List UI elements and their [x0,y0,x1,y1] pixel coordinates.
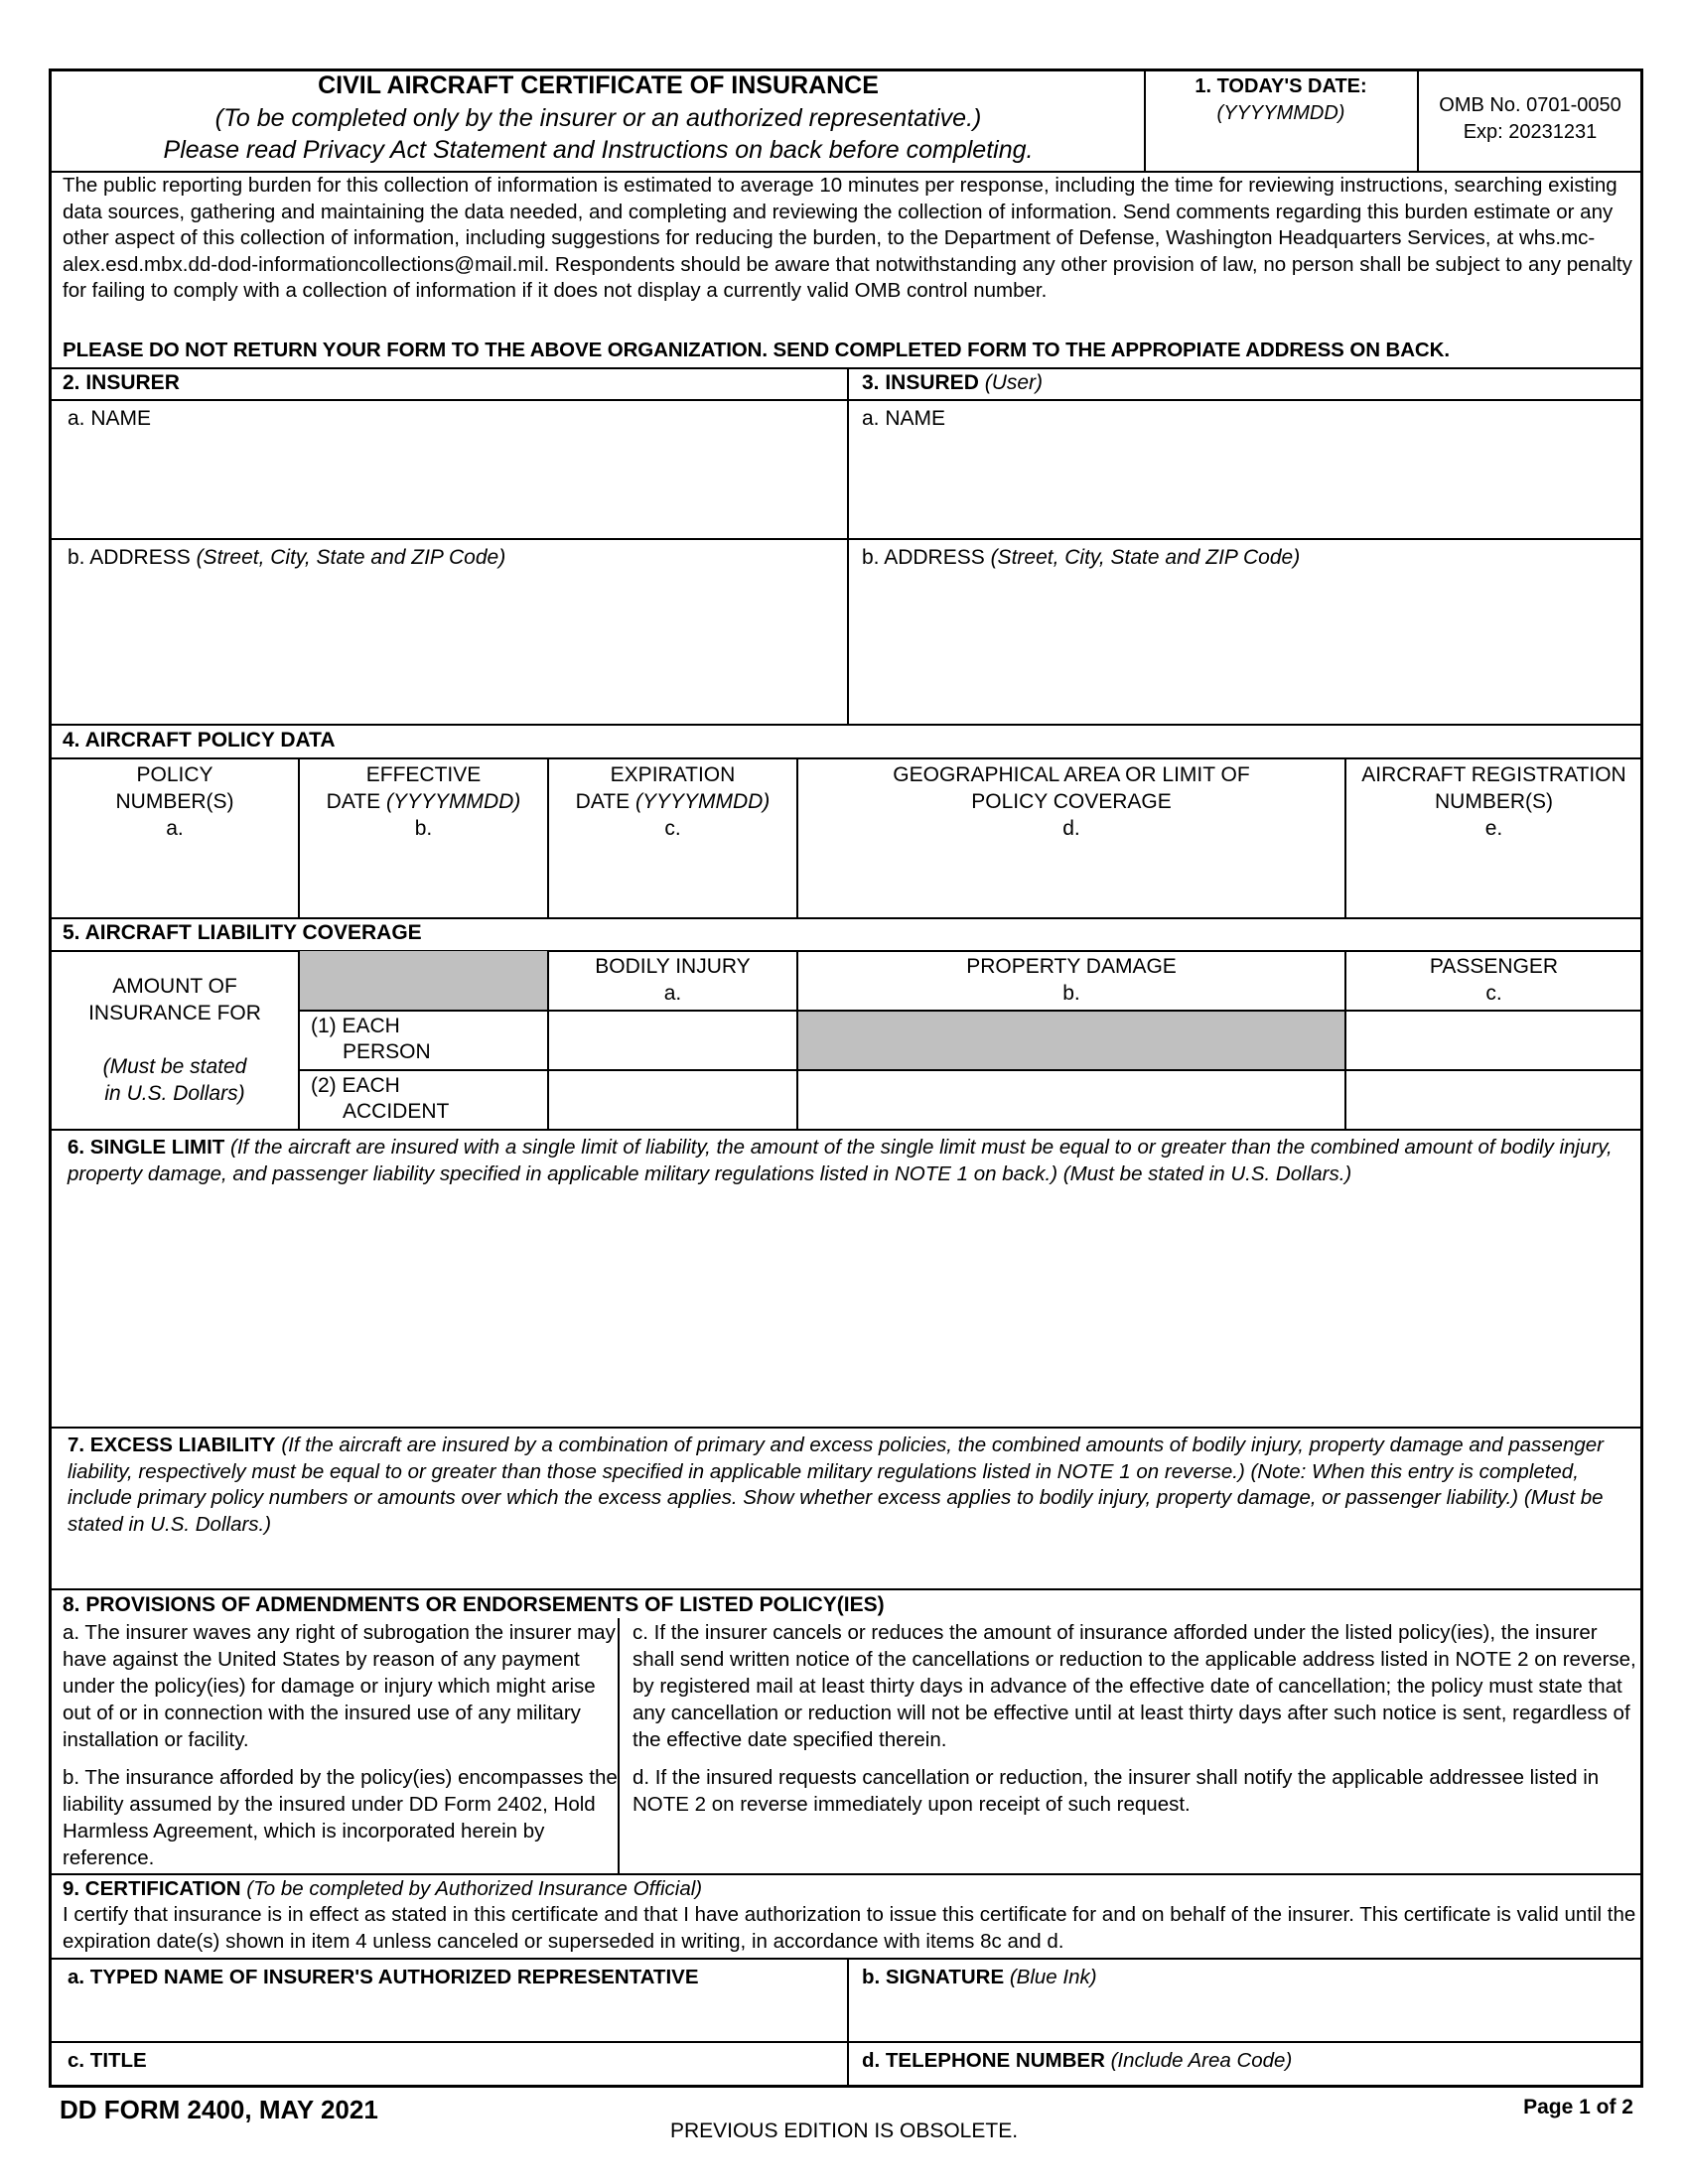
divider [50,757,1643,759]
col-registration-line1: AIRCRAFT REGISTRATION [1361,763,1626,786]
signature-label: b. SIGNATURE (Blue Ink) [862,1966,1097,1988]
amount-hint-line1: (Must be stated [102,1055,247,1078]
each-person-label: (1) EACH [311,1015,400,1037]
divider [50,917,1643,919]
col-registration-letter: e. [1484,817,1503,840]
col-effective-letter: b. [414,817,433,840]
insured-name-input[interactable] [856,433,1634,536]
bodily-injury-header: BODILY INJURY [595,955,751,978]
provision-c: c. If the insurer cancels or reduces the amount of insurance afforded under the listed policy(ies), the insurer shall send written notice of the cancellations or reduction to the applicable address listed in NOTE 2 on reverse, by registered mail at least thirty days in advance of the effective date of cancellation; the policy must state that any cancellation or reduction will not be effective until at least thirty days after such notice is sent, regardless of the effective date specified therein. [633,1621,1636,1751]
policy-data-heading: 4. AIRCRAFT POLICY DATA [63,729,336,751]
col-expiration-line1: EXPIRATION [610,763,736,786]
col-registration-line2: NUMBER(S) [1435,790,1553,813]
property-damage-letter: b. [1062,982,1080,1005]
passenger-each-person-input[interactable] [1348,1015,1642,1068]
omb-number: OMB No. 0701-0050 [1439,94,1621,116]
col-effective-line2: DATE (YYYYMMDD) [326,790,521,813]
col-expiration-letter: c. [664,817,681,840]
col-geo-area-line2: POLICY COVERAGE [971,790,1172,813]
col-geo-area-line1: GEOGRAPHICAL AREA OR LIMIT OF [893,763,1250,786]
divider [298,1010,1643,1012]
typed-name-label: a. TYPED NAME OF INSURER'S AUTHORIZED REPRESENTATIVE [68,1966,699,1988]
divider [847,367,849,725]
each-accident-label: (2) EACH [311,1074,400,1097]
passenger-header: PASSENGER [1429,955,1559,978]
certification-heading: 9. CERTIFICATION (To be completed by Authorized Insurance Official) [63,1877,703,1900]
col-geo-area-letter: d. [1062,817,1080,840]
col-effective-line1: EFFECTIVE [365,763,482,786]
expiration-date-input[interactable] [553,846,796,913]
form-title: CIVIL AIRCRAFT CERTIFICATE OF INSURANCE [318,71,879,99]
divider [50,538,1643,540]
divider [50,724,1643,726]
page-number: Page 1 of 2 [1523,2096,1633,2118]
title-input[interactable] [159,2047,843,2083]
col-expiration-line2: DATE (YYYYMMDD) [575,790,771,813]
registration-number-input[interactable] [1350,846,1642,913]
certification-statement: I certify that insurance is in effect as stated in this certificate and that I have authorization to issue this certificate for and on behalf of the insurer. This certificate is valid until the expiration date(s) shown in item 4 unless canceled or superseded in writing, in accordance with items 8c and d. [63,1903,1636,1953]
bodily-injury-each-accident-input[interactable] [552,1074,796,1128]
form-instructions: Please read Privacy Act Statement and Instructions on back before completing. [163,136,1034,164]
effective-date-input[interactable] [304,846,547,913]
obsolete-notice: PREVIOUS EDITION IS OBSOLETE. [669,2119,1019,2142]
telephone-label: d. TELEPHONE NUMBER (Include Area Code) [862,2049,1293,2072]
excess-liability-section: 7. EXCESS LIABILITY (If the aircraft are insured by a combination of primary and excess policies, the combined amounts of bodily injury, property damage and passenger liability, respectively must be equal to or greater than those specified in applicable military regulations listed in NOTE 1 on reverse.) (Note: When this entry is completed, include primary policy numbers or amounts over which the excess applies. Show whether excess applies to bodily injury, property damage, or passenger liability.) (Must be stated in U.S. Dollars.) [68,1433,1604,1536]
divider [847,1958,849,2088]
shaded-cell [299,951,547,1010]
passenger-each-accident-input[interactable] [1348,1074,1642,1128]
provision-a: a. The insurer waves any right of subrogation the insurer may have against the United States by reason of any payment under the policy(ies) for damage or injury which might arise out of or in connection with the insured use of any military installation or facility. [63,1621,616,1751]
single-limit-input[interactable] [62,1191,1639,1424]
property-damage-header: PROPERTY DAMAGE [966,955,1177,978]
divider [50,1873,1643,1875]
insurer-name-input[interactable] [62,433,840,536]
provisions-heading: 8. PROVISIONS OF ADMENDMENTS OR ENDORSEMENTS OF LISTED POLICY(IES) [63,1593,885,1616]
bodily-injury-letter: a. [663,982,682,1005]
date-format-hint: (YYYYMMDD) [1216,102,1345,124]
geographical-area-input[interactable] [802,846,1344,913]
passenger-letter: c. [1485,982,1502,1005]
single-limit-section: 6. SINGLE LIMIT (If the aircraft are insured with a single limit of liability, the amount of the single limit must be equal to or greater than the combined amount of bodily injury, property damage, and passenger liability specified in applicable military regulations listed in NOTE 1 on back.) (Must be stated in U.S. Dollars.) [68,1136,1613,1185]
liability-heading: 5. AIRCRAFT LIABILITY COVERAGE [63,921,422,944]
divider [50,1129,1643,1131]
each-person-label-2: PERSON [343,1040,431,1063]
divider [50,2041,1643,2043]
divider [298,1069,1643,1071]
form-subtitle: (To be completed only by the insurer or an authorized representative.) [214,104,982,132]
insurer-address-input[interactable] [62,574,840,722]
bodily-injury-each-person-input[interactable] [552,1015,796,1068]
insurer-heading: 2. INSURER [63,371,180,394]
divider [50,1588,1643,1590]
excess-liability-input[interactable] [62,1541,1639,1588]
todays-date-label: 1. TODAY'S DATE: [1195,75,1367,97]
omb-expiration: Exp: 20231231 [1463,121,1598,143]
burden-statement: The public reporting burden for this collection of information is estimated to average 10 minutes per response, including the time for reviewing instructions, searching existing data sources, gathering and maintaining the data needed, and completing and reviewing the collection of information. Send comments regarding this burden estimate or any other aspect of this collection of information, including suggestions for reducing the burden, to the Department of Defense, Washington Headquarters Services, at whs.mc-alex.esd.mbx.dd-dod-informationcollections@mail.mil. Respondents should be aware that notwithstanding any other provision of law, no person shall be subject to any penalty for failing to comply with a collection of information if it does not display a currently valid OMB control number. [63,174,1632,302]
divider [50,950,1643,952]
property-damage-each-accident-input[interactable] [801,1074,1344,1128]
todays-date-input[interactable] [1152,129,1414,167]
title-label: c. TITLE [68,2049,147,2072]
provision-d: d. If the insured requests cancellation or reduction, the insurer shall notify the applicable addressee listed in NOTE 2 on reverse immediately upon receipt of such request. [633,1766,1600,1816]
policy-number-input[interactable] [56,846,298,913]
insurer-name-label: a. NAME [68,407,152,430]
provision-b: b. The insurance afforded by the policy(ies) encompasses the liability assumed by the insured under DD Form 2402, Hold Harmless Agreement, which is incorporated herein by reference. [63,1766,618,1869]
insured-address-input[interactable] [856,574,1634,722]
telephone-input[interactable] [1336,2047,1637,2083]
col-policy-number-letter: a. [166,817,184,840]
form-identifier: DD FORM 2400, MAY 2021 [60,2095,378,2124]
amount-label-line2: INSURANCE FOR [88,1002,261,1024]
return-warning: PLEASE DO NOT RETURN YOUR FORM TO THE ABOVE ORGANIZATION. SEND COMPLETED FORM TO THE APPROPIATE ADDRESS ON BACK. [63,339,1450,361]
divider [298,950,300,1129]
typed-name-input[interactable] [62,1995,845,2039]
insured-address-label: b. ADDRESS (Street, City, State and ZIP Code) [862,546,1301,569]
insured-heading: 3. INSURED (User) [862,371,1044,394]
each-accident-label-2: ACCIDENT [343,1100,450,1123]
insured-name-label: a. NAME [862,407,946,430]
signature-field[interactable] [856,1995,1635,2037]
insurer-address-label: b. ADDRESS (Street, City, State and ZIP Code) [68,546,506,569]
col-policy-number-line2: NUMBER(S) [115,790,234,813]
col-policy-number-line1: POLICY [136,763,213,786]
amount-hint-line2: in U.S. Dollars) [104,1082,245,1105]
shaded-cell [797,1012,1344,1069]
amount-label-line1: AMOUNT OF [112,975,237,998]
divider [50,1427,1643,1429]
